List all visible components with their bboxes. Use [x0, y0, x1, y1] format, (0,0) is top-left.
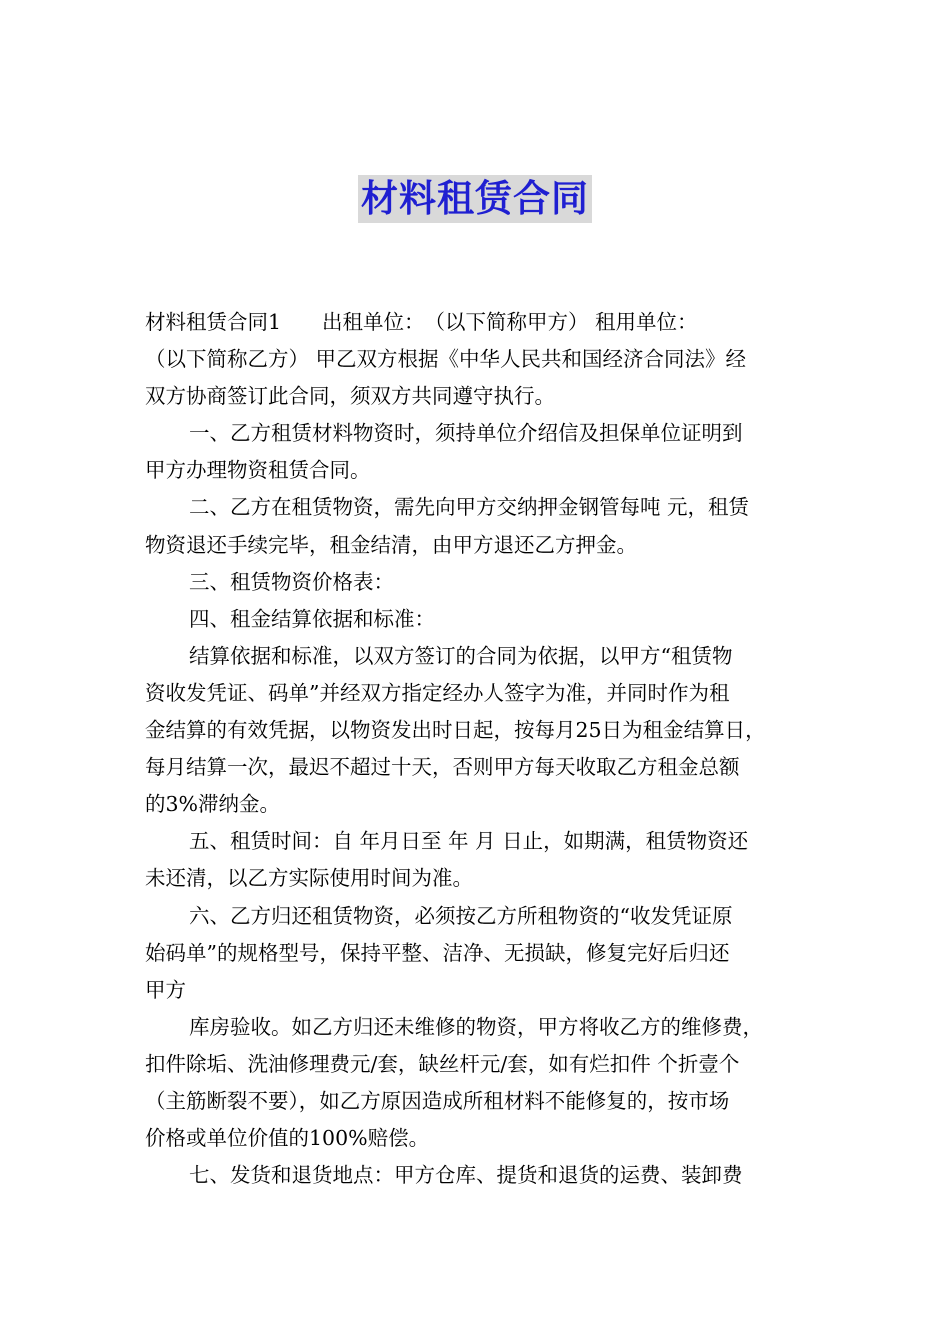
title-container: [0, 175, 950, 223]
text-line: （以下简称乙方） 甲乙双方根据《中华人民共和国经济合同法》经: [145, 347, 747, 372]
text-line: 六、乙方归还租赁物资，必须按乙方所租物资的“收发凭证原: [189, 903, 733, 928]
text-line: 资收发凭证、码单”并经双方指定经办人签字为准，并同时作为租: [145, 680, 730, 705]
document-body: [145, 304, 807, 1194]
text-line: 金结算的有效凭据，以物资发出时日起，按每月25日为租金结算日，: [145, 718, 766, 743]
text-line: 库房验收。如乙方归还未维修的物资，甲方将收乙方的维修费，: [189, 1014, 763, 1039]
text-line: 四、租金结算依据和标准：: [189, 606, 435, 631]
text-line: 未还清，以乙方实际使用时间为准。: [145, 866, 473, 891]
text-line: 始码单”的规格型号，保持平整、洁净、无损缺，修复完好后归还: [145, 940, 730, 965]
text-line: 结算依据和标准，以双方签订的合同为依据，以甲方“租赁物: [189, 643, 733, 668]
text-line: 双方协商签订此合同，须双方共同遵守执行。: [145, 384, 555, 409]
text-line: 三、租赁物资价格表：: [189, 569, 394, 594]
text-line: （主筋断裂不要），如乙方原因造成所租材料不能修复的，按市场: [145, 1088, 730, 1113]
text-line: 二、乙方在租赁物资，需先向甲方交纳押金钢管每吨 元，租赁: [189, 495, 750, 520]
text-line: 的3%滞纳金。: [145, 792, 281, 817]
text-line: 五、租赁时间：自 年月日至 年 月 日止，如期满，租赁物资还: [189, 829, 749, 854]
document-title: 材料租赁合同: [358, 175, 592, 223]
text-line: 扣件除垢、洗油修理费元/套，缺丝杆元/套，如有烂扣件 个折壹个: [145, 1051, 740, 1076]
text-line: 物资退还手续完毕，租金结清，由甲方退还乙方押金。: [145, 532, 637, 557]
text-line: 甲方办理物资租赁合同。: [145, 458, 371, 483]
text-line: 材料租赁合同1 出租单位： （以下简称甲方） 租用单位：: [145, 310, 698, 334]
text-line: 价格或单位价值的100%赔偿。: [145, 1126, 430, 1151]
text-line: 甲方: [145, 977, 186, 1002]
text-line: 一、乙方租赁材料物资时，须持单位介绍信及担保单位证明到: [189, 421, 743, 446]
text-line: 七、发货和退货地点：甲方仓库、提货和退货的运费、装卸费: [189, 1163, 743, 1188]
text-line: 每月结算一次，最迟不超过十天，否则甲方每天收取乙方租金总额: [145, 755, 740, 780]
